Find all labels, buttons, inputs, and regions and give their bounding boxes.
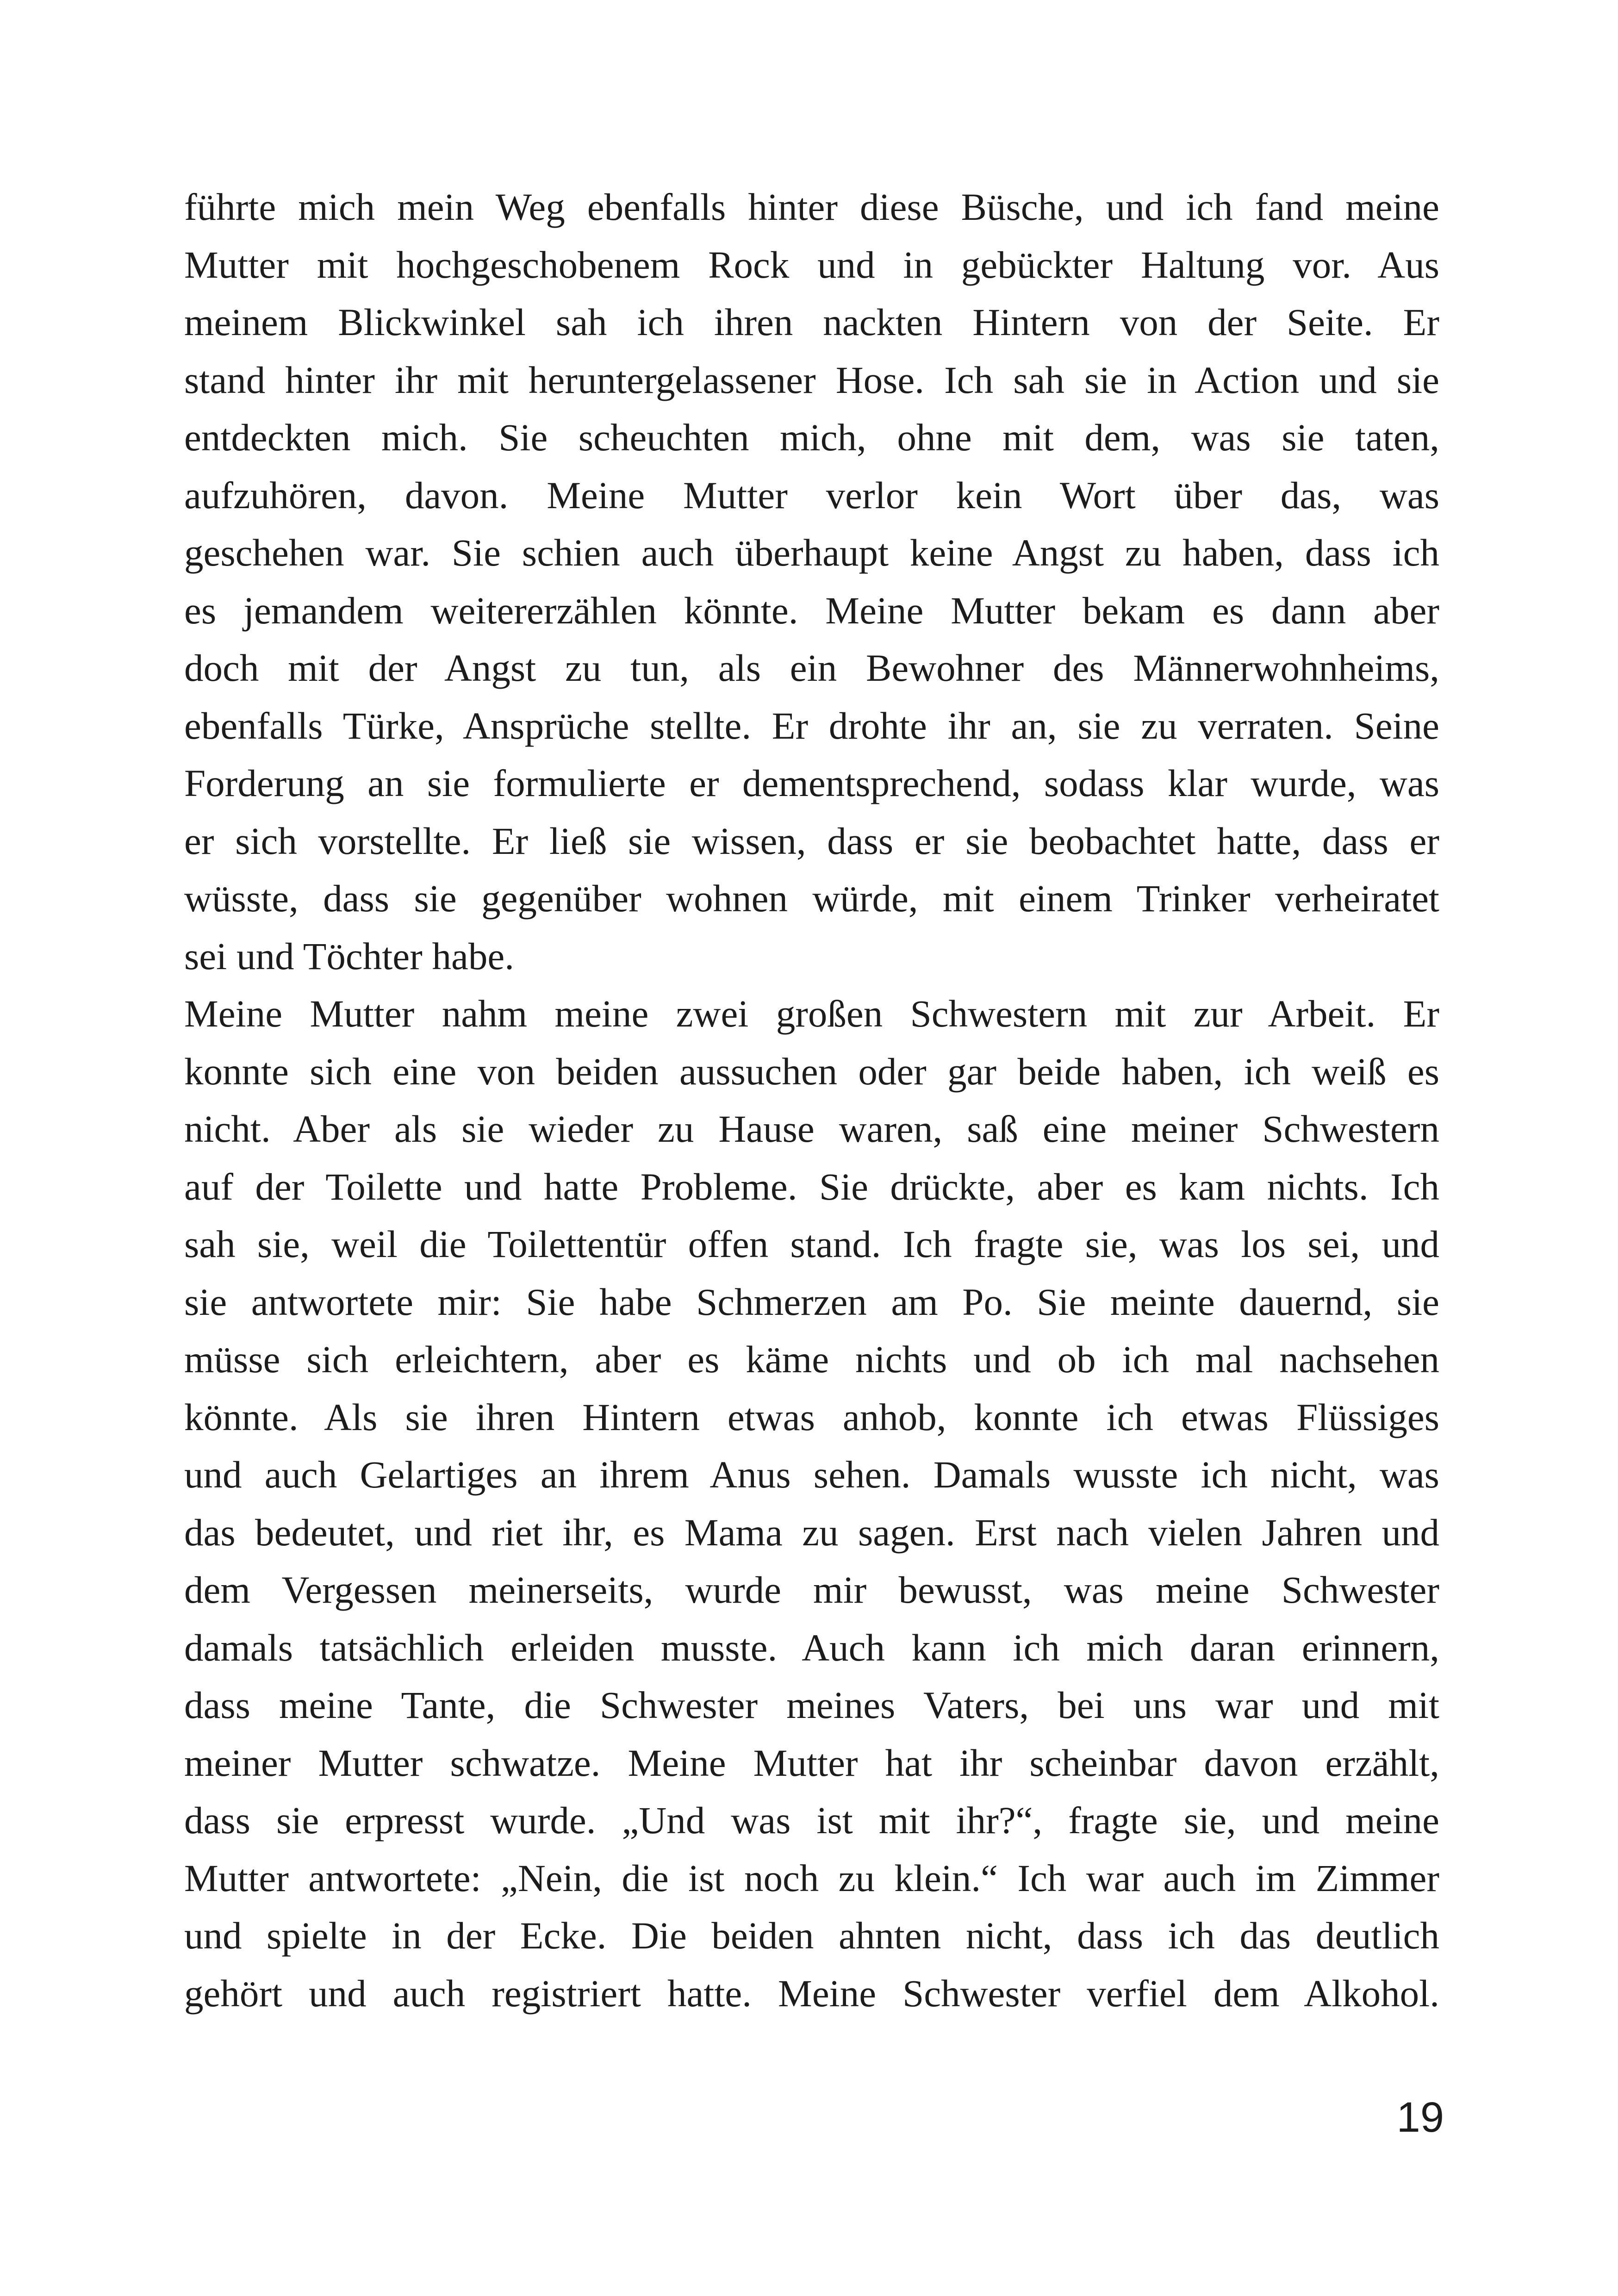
text-line: dass meine Tante, die Schwester meines Vaters, bei uns war und mit <box>184 1684 1439 1726</box>
text-line: sah sie, weil die Toilettentür offen stand. Ich fragte sie, was los sei, und <box>184 1223 1439 1265</box>
text-line: meinem Blickwinkel sah ich ihren nackten Hintern von der Seite. Er <box>184 301 1439 343</box>
text-line: und auch Gelartiges an ihrem Anus sehen. Damals wusste ich nicht, was <box>184 1453 1439 1496</box>
text-line: doch mit der Angst zu tun, als ein Bewohner des Männerwohnheims, <box>184 647 1439 689</box>
text-line: stand hinter ihr mit heruntergelassener Hose. Ich sah sie in Action und sie <box>184 358 1439 401</box>
text-line: auf der Toilette und hatte Probleme. Sie drückte, aber es kam nichts. Ich <box>184 1165 1439 1208</box>
text-line: Forderung an sie formulierte er dementsprechend, sodass klar wurde, was <box>184 762 1439 804</box>
text-line: es jemandem weitererzählen könnte. Meine Mutter bekam es dann aber <box>184 589 1439 632</box>
text-line: nicht. Aber als sie wieder zu Hause waren, saß eine meiner Schwestern <box>184 1108 1439 1150</box>
text-line: und spielte in der Ecke. Die beiden ahnten nicht, dass ich das deutlich <box>184 1914 1439 1957</box>
text-line: er sich vorstellte. Er ließ sie wissen, dass er sie beobachtet hatte, dass er <box>184 819 1439 862</box>
text-line: könnte. Als sie ihren Hintern etwas anhob, konnte ich etwas Flüssiges <box>184 1395 1439 1438</box>
text-line: sie antwortete mir: Sie habe Schmerzen am Po. Sie meinte dauernd, sie <box>184 1280 1439 1323</box>
text-line: führte mich mein Weg ebenfalls hinter diese Büsche, und ich fand meine <box>184 186 1439 228</box>
text-line: meiner Mutter schwatze. Meine Mutter hat ihr scheinbar davon erzählt, <box>184 1741 1439 1784</box>
text-line: geschehen war. Sie schien auch überhaupt keine Angst zu haben, dass ich <box>184 531 1439 574</box>
text-line: müsse sich erleichtern, aber es käme nichts und ob ich mal nachsehen <box>184 1338 1439 1381</box>
text-line: gehört und auch registriert hatte. Meine Schwester verfiel dem Alkohol. <box>184 1972 1439 2015</box>
page-number: 19 <box>1396 2094 1444 2141</box>
text-line: dem Vergessen meinerseits, wurde mir bewusst, was meine Schwester <box>184 1568 1439 1611</box>
text-line: ebenfalls Türke, Ansprüche stellte. Er drohte ihr an, sie zu verraten. Seine <box>184 704 1439 747</box>
text-line: dass sie erpresst wurde. „Und was ist mit ihr?“, fragte sie, und meine <box>184 1799 1439 1842</box>
text-line: aufzuhören, davon. Meine Mutter verlor kein Wort über das, was <box>184 473 1439 516</box>
text-line: entdeckten mich. Sie scheuchten mich, ohne mit dem, was sie taten, <box>184 416 1439 459</box>
text-line: konnte sich eine von beiden aussuchen oder gar beide haben, ich weiß es <box>184 1050 1439 1093</box>
text-line: Mutter antwortete: „Nein, die ist noch zu klein.“ Ich war auch im Zimmer <box>184 1856 1439 1899</box>
paragraph-end-line: sei und Töchter habe. <box>184 934 514 977</box>
body-text <box>184 178 1439 2022</box>
text-line: das bedeutet, und riet ihr, es Mama zu sagen. Erst nach vielen Jahren und <box>184 1511 1439 1554</box>
text-line: Meine Mutter nahm meine zwei großen Schwestern mit zur Arbeit. Er <box>184 992 1439 1035</box>
text-line: damals tatsächlich erleiden musste. Auch kann ich mich daran erinnern, <box>184 1626 1439 1669</box>
text-line: Mutter mit hochgeschobenem Rock und in gebückter Haltung vor. Aus <box>184 243 1439 286</box>
text-line: wüsste, dass sie gegenüber wohnen würde, mit einem Trinker verheiratet <box>184 877 1439 920</box>
